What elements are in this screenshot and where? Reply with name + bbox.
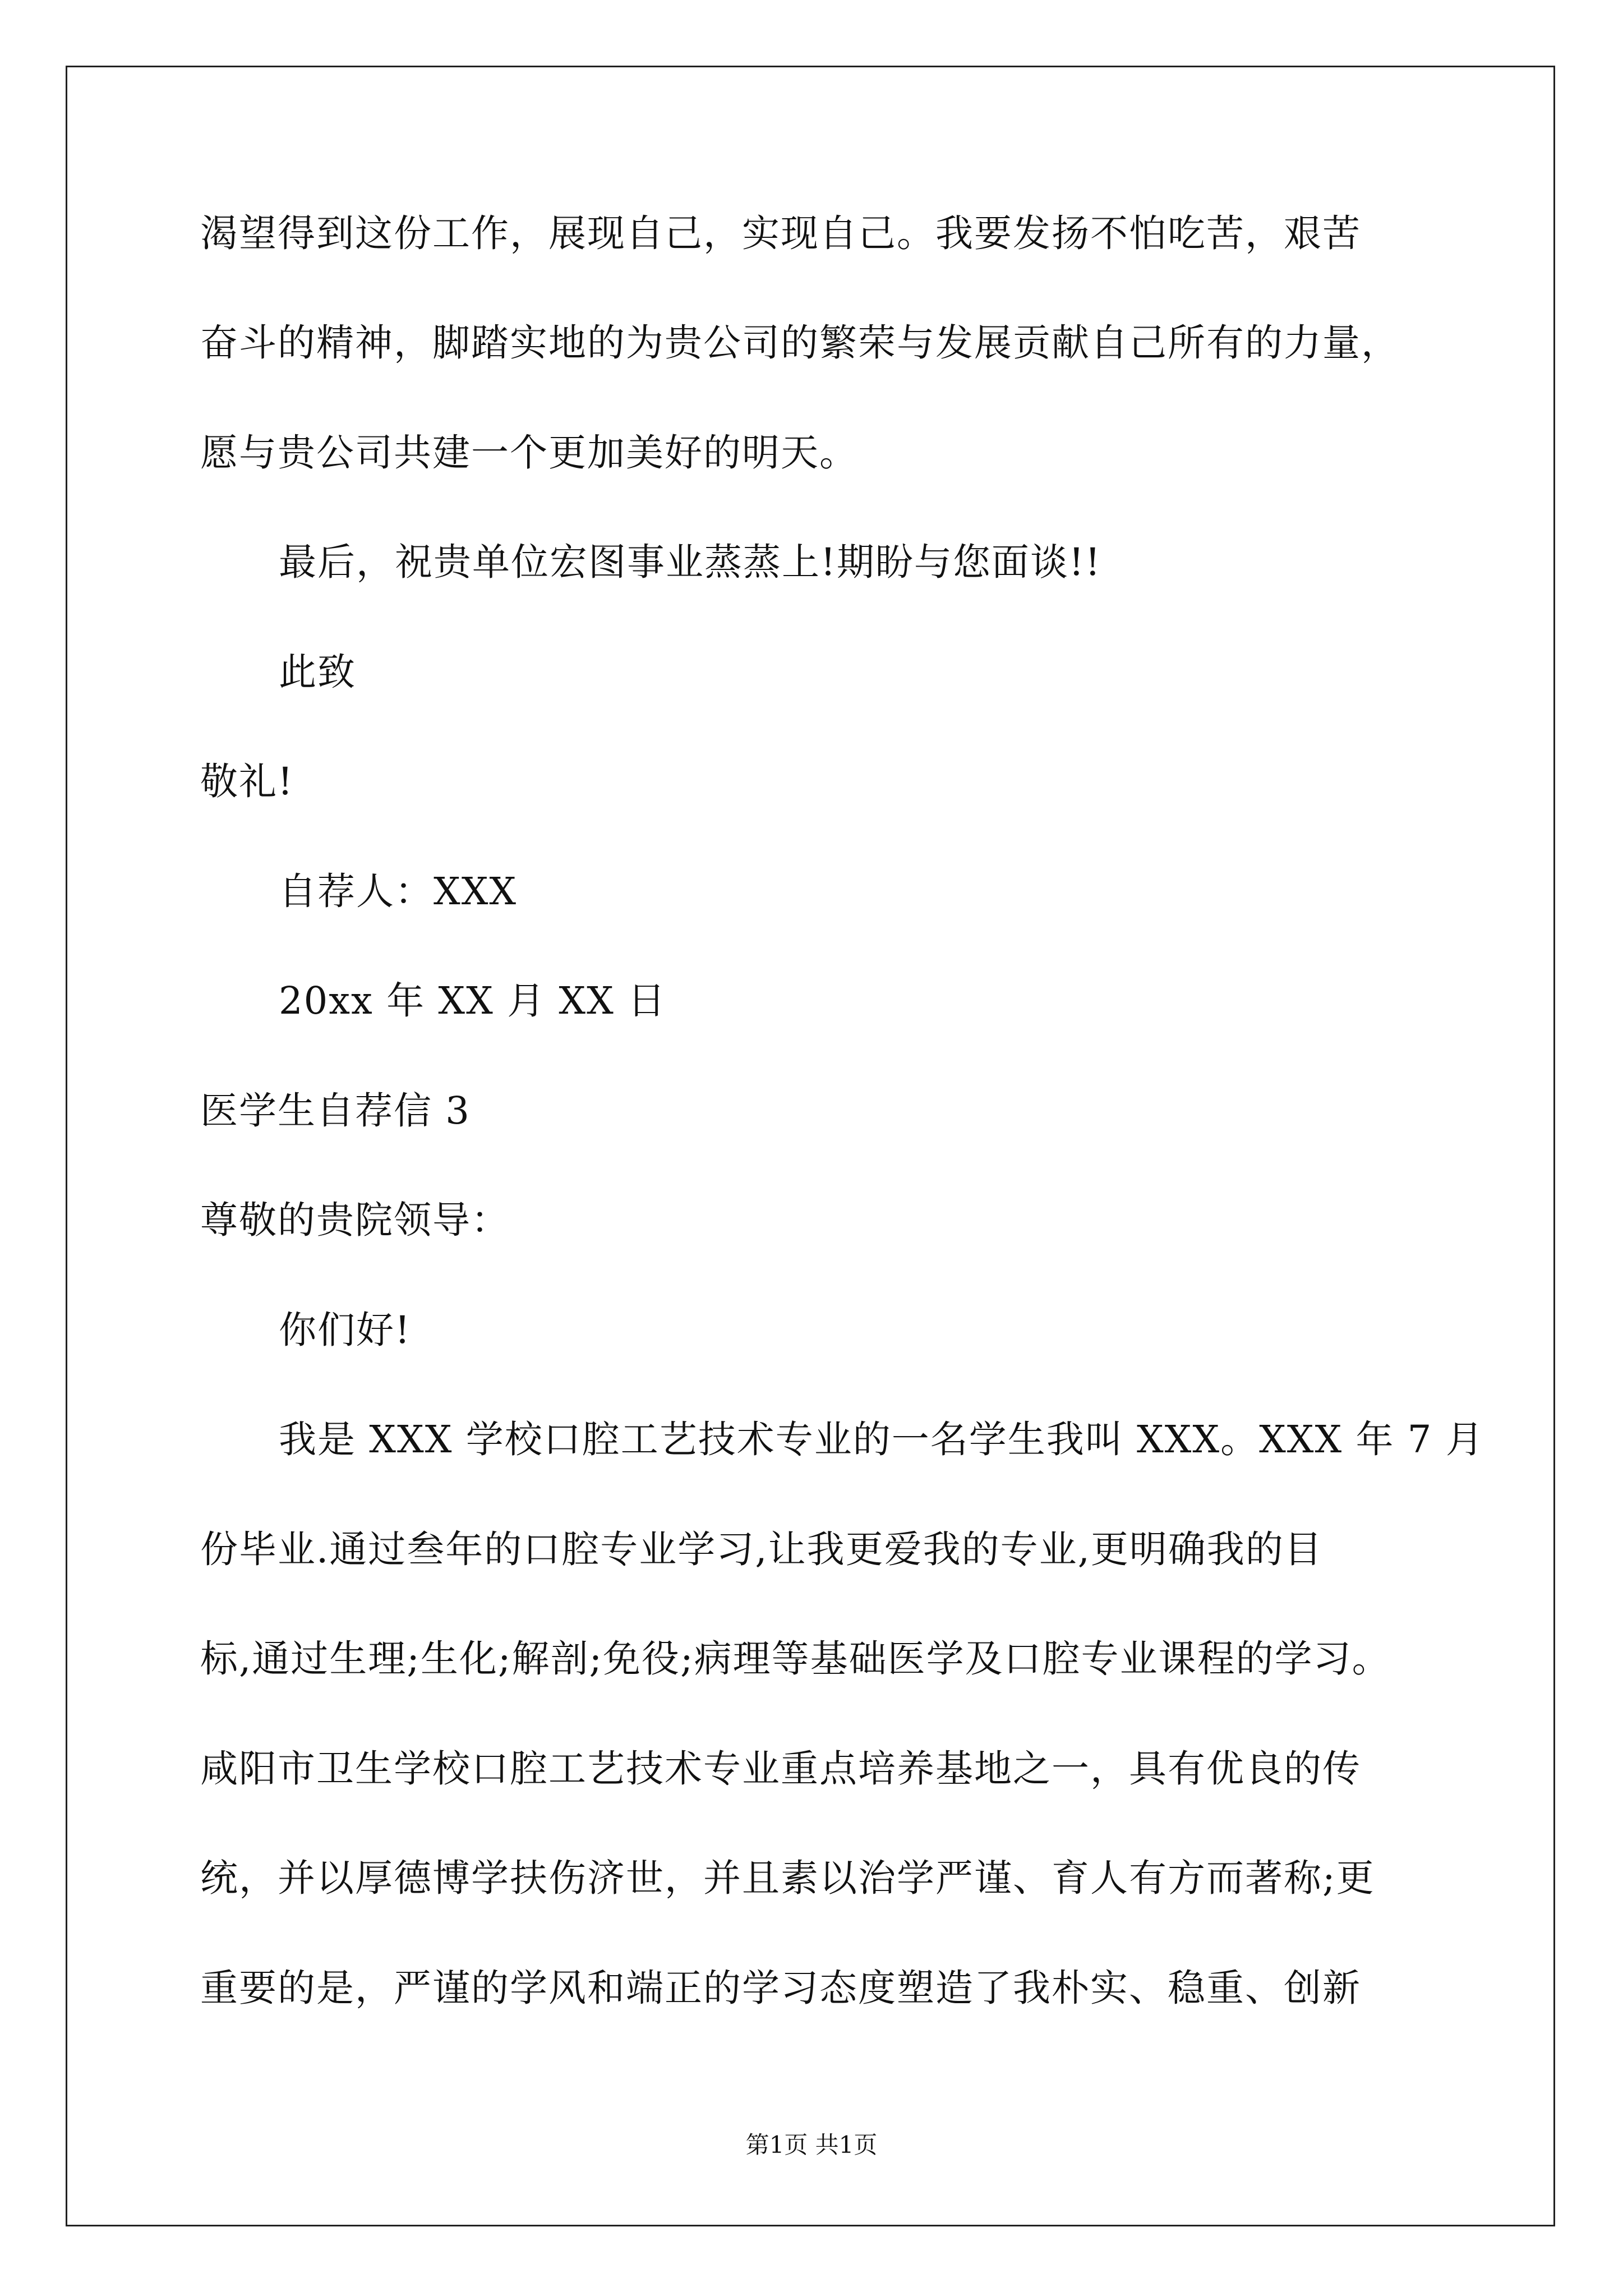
text-line: 份毕业.通过叁年的口腔专业学习,让我更爱我的专业,更明确我的目 xyxy=(200,1527,1323,1571)
closing-regards: 敬礼! xyxy=(200,760,294,803)
text-line: 标,通过生理;生化;解剖;免役;病理等基础医学及口腔专业课程的学习。 xyxy=(200,1637,1391,1681)
text-line: 奋斗的精神，脚踏实地的为贵公司的繁荣与发展贡献自己所有的力量， xyxy=(200,321,1400,365)
text-line: 渴望得到这份工作，展现自己，实现自己。我要发扬不怕吃苦，艰苦 xyxy=(200,211,1361,255)
letter-hello: 你们好! xyxy=(279,1308,411,1352)
text-line: 咸阳市卫生学校口腔工艺技术专业重点培养基地之一，具有优良的传 xyxy=(200,1747,1361,1791)
text-line: 最后，祝贵单位宏图事业蒸蒸上!期盼与您面谈!! xyxy=(279,540,1101,584)
section-title: 医学生自荐信 3 xyxy=(200,1089,471,1133)
text-line: 统，并以厚德博学扶伤济世，并且素以治学严谨、育人有方而著称;更 xyxy=(200,1856,1375,1900)
date-line: 20xx 年 XX 月 XX 日 xyxy=(279,979,667,1023)
signature-line: 自荐人：XXX xyxy=(279,869,518,913)
page-frame xyxy=(66,66,1555,2226)
closing-salutation: 此致 xyxy=(279,650,356,694)
page-footer: 第1页 共1页 xyxy=(745,2131,878,2159)
letter-greeting: 尊敬的贵院领导： xyxy=(200,1198,510,1242)
text-line: 重要的是，严谨的学风和端正的学习态度塑造了我朴实、稳重、创新 xyxy=(200,1966,1361,2010)
text-line: 愿与贵公司共建一个更加美好的明天。 xyxy=(200,431,858,475)
text-line: 我是 XXX 学校口腔工艺技术专业的一名学生我叫 XXX。XXX 年 7 月 xyxy=(279,1418,1484,1461)
